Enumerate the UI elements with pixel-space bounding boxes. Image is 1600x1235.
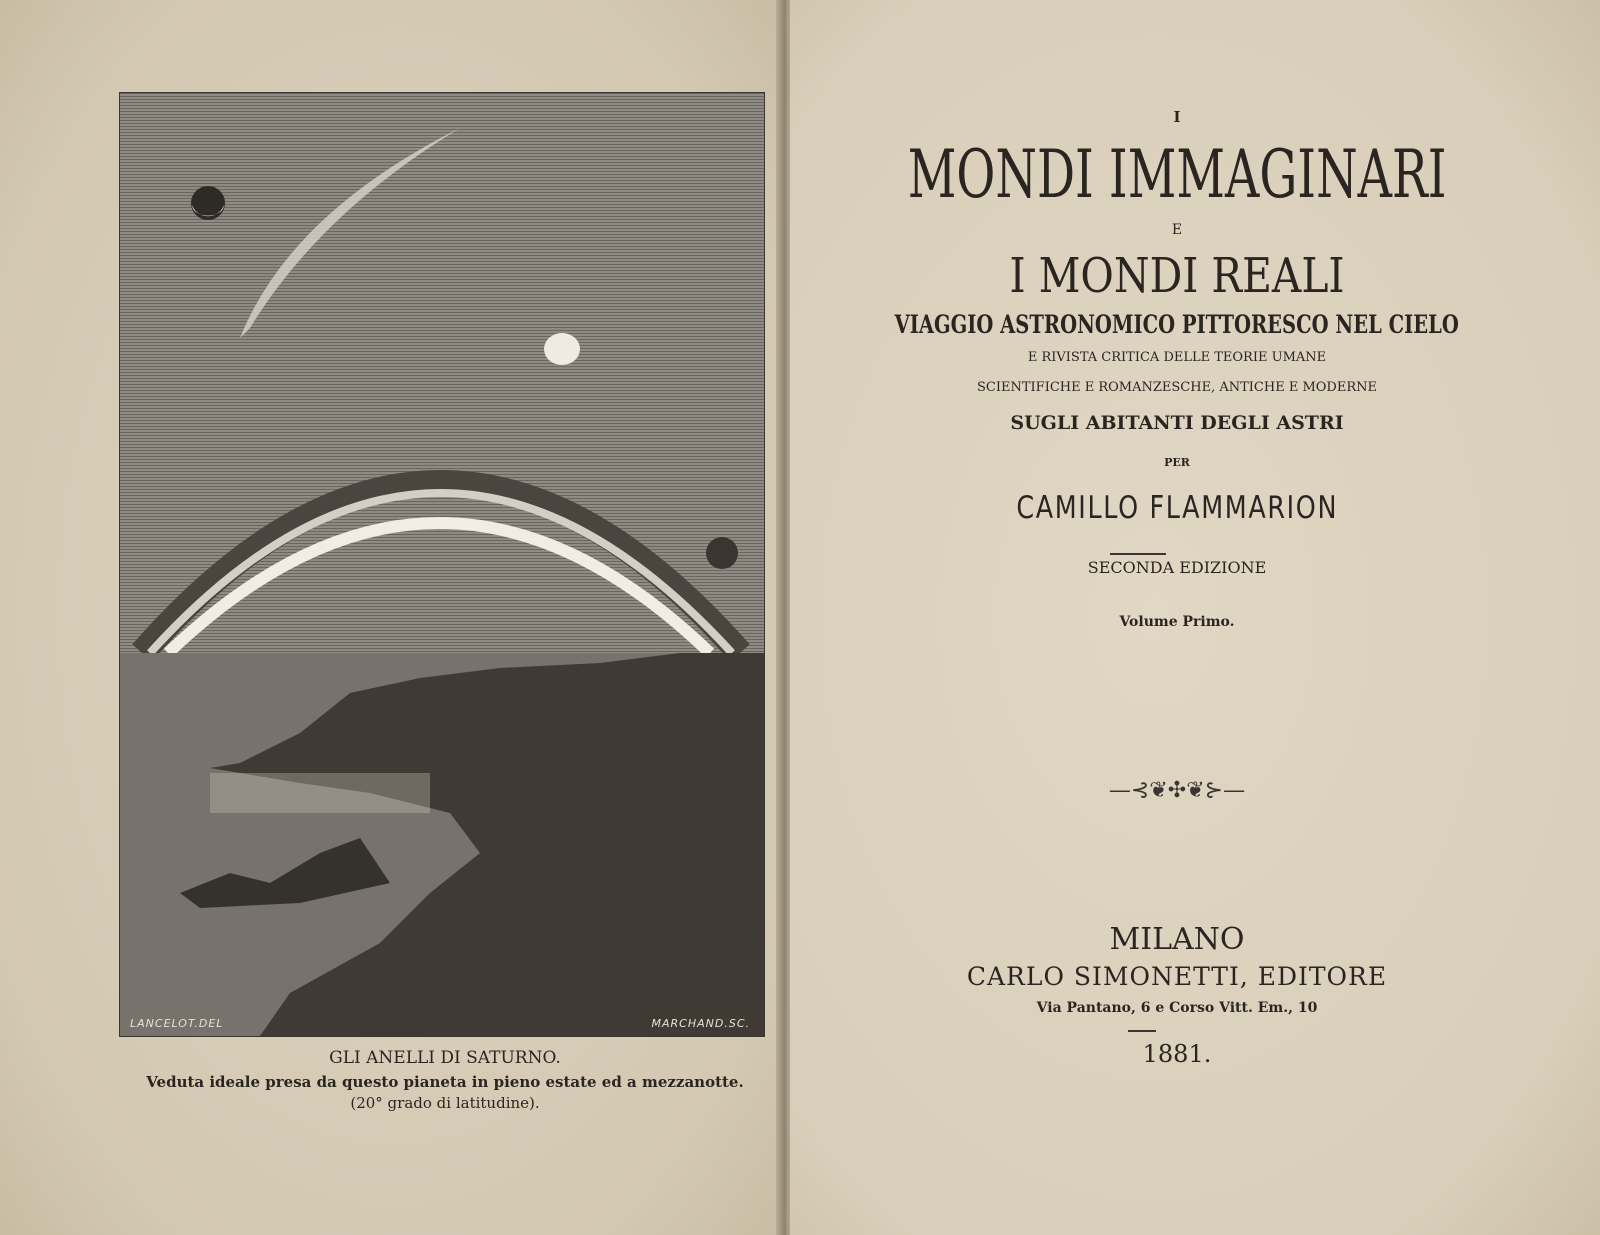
engraver-signature: MARCHAND.SC. (651, 1017, 750, 1030)
artist-signature: LANCELOT.DEL (130, 1017, 224, 1030)
city: MILANO (1109, 922, 1245, 957)
address: Via Pantano, 6 e Corso Vitt. Em., 10 (1036, 1000, 1318, 1016)
volume: Volume Primo. (1119, 614, 1235, 630)
per-label: PER (1164, 456, 1190, 469)
description-line: SCIENTIFICHE E ROMANZESCHE, ANTICHE E MODERNE (977, 380, 1377, 395)
divider-rule (1128, 1030, 1156, 1032)
moon-bright (544, 333, 580, 365)
comet (240, 128, 460, 338)
saturn-rings-engraving (119, 92, 765, 1037)
left-page (0, 0, 786, 1235)
ornament-icon: —⊰❦✣❦⊱— (1108, 778, 1246, 803)
moon-right (706, 537, 738, 569)
light-reflection (210, 773, 430, 813)
year: 1881. (1142, 1040, 1212, 1068)
title-page (790, 0, 1600, 1235)
divider-rule (1110, 553, 1166, 555)
author-name: CAMILLO FLAMMARION (1016, 490, 1338, 526)
engraving-illustration (120, 93, 764, 1036)
title-conjunction: E (1171, 222, 1183, 238)
ring-band (150, 493, 732, 653)
publisher: CARLO SIMONETTI, EDITORE (966, 962, 1388, 991)
caption-line: Veduta ideale presa da questo pianeta in pieno estate ed a mezzanotte. (146, 1073, 744, 1091)
subtitle: VIAGGIO ASTRONOMICO PITTORESCO NEL CIELO (894, 310, 1460, 339)
description-line: E RIVISTA CRITICA DELLE TEORIE UMANE (1027, 350, 1327, 365)
edition: SECONDA EDIZIONE (1087, 558, 1267, 577)
caption-title: GLI ANELLI DI SATURNO. (329, 1048, 561, 1068)
outer-ring (142, 483, 740, 653)
title-article: I (1173, 108, 1181, 126)
moon-dark (191, 186, 225, 220)
description-emphasis: SUGLI ABITANTI DEGLI ASTRI (1010, 412, 1344, 434)
second-title: I MONDI REALI (1009, 248, 1345, 304)
caption-latitude: (20° grado di latitudine). (350, 1094, 540, 1112)
main-title: MONDI IMMAGINARI (907, 136, 1447, 213)
